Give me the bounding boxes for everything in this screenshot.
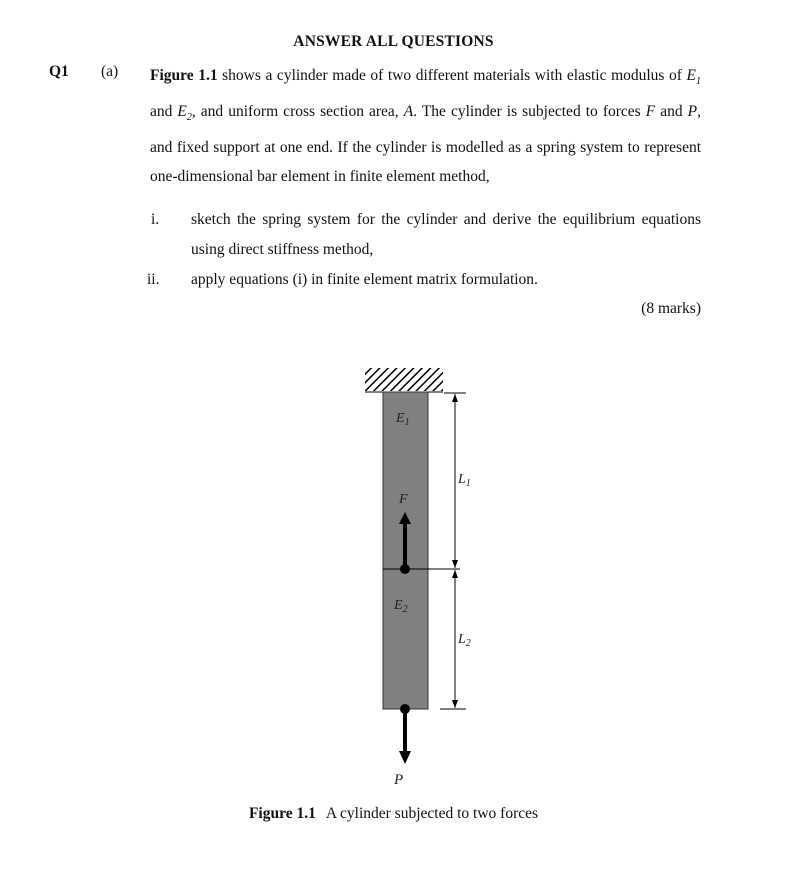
intro-text-5: and: [655, 102, 688, 120]
figure-caption-text: A cylinder subjected to two forces: [325, 805, 539, 822]
dim-arrow-l2-bottom: [452, 700, 458, 708]
item-text-ii: apply equations (i) in finite element matrix formulation.: [191, 271, 538, 288]
symbol-p: P: [687, 102, 698, 120]
force-p-arrowhead: [399, 751, 411, 764]
label-e2: $E_2$: [394, 598, 408, 615]
label-force-f: F: [399, 492, 408, 507]
question-part: (a): [101, 63, 119, 80]
symbol-e1: $E_1$: [686, 67, 701, 88]
intro-text-3: , and uniform cross section area,: [191, 102, 404, 120]
symbol-area: A: [403, 102, 414, 120]
label-l1: $L_1$: [458, 472, 471, 489]
fixed-support-hatch: [365, 368, 443, 391]
figure-caption-label: Figure 1.1: [248, 805, 316, 822]
item-number-i: i.: [151, 211, 160, 228]
item-text-i: sketch the spring system for the cylinder and derive the equilibrium equations using direct stiffness method,: [191, 211, 701, 258]
dim-arrow-l1-top: [452, 394, 458, 402]
intro-text-1: shows a cylinder made of two different materials with elastic modulus of: [217, 67, 687, 84]
intro-text-2: and: [150, 102, 178, 120]
item-number-ii: ii.: [147, 271, 160, 288]
cylinder-segment-2: [383, 569, 428, 709]
dim-arrow-l2-top: [452, 570, 458, 578]
intro-text-6: , and fixed support at one end. If the cylinder is modelled as a spring system to represent one-dimensional bar element in finite element method,: [150, 102, 701, 186]
label-force-p: P: [394, 772, 404, 788]
figure-reference: Figure 1.1: [150, 67, 218, 84]
symbol-e2: $E_2$: [177, 102, 192, 123]
figure-caption: [0, 805, 787, 823]
marks: (8 marks): [641, 300, 701, 317]
intro-text-4: . The cylinder is subjected to forces: [413, 102, 646, 120]
dim-arrow-l1-bottom: [452, 560, 458, 568]
label-e1: $E_1$: [396, 411, 410, 428]
label-l2: $L_2$: [458, 632, 471, 649]
page-heading: ANSWER ALL QUESTIONS: [293, 33, 494, 50]
symbol-f: F: [645, 102, 656, 120]
question-number: Q1: [49, 63, 69, 80]
